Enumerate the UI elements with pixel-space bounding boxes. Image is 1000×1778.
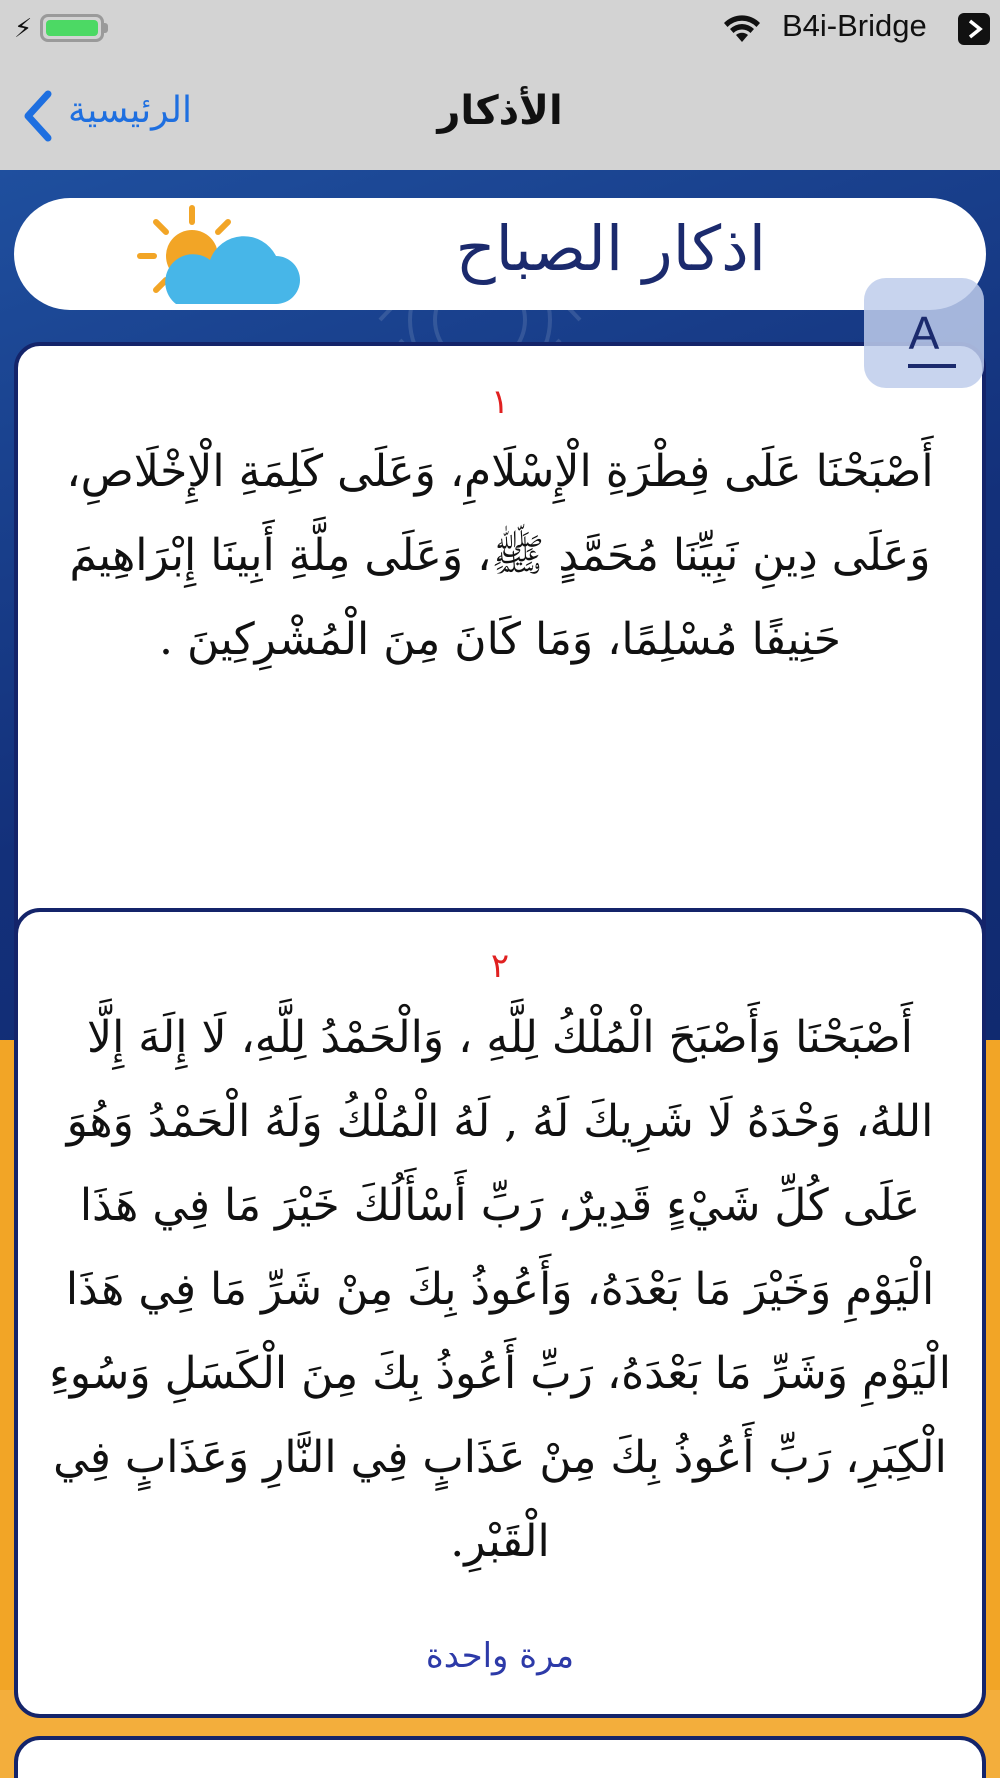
wifi-icon xyxy=(722,12,762,46)
font-size-underline xyxy=(908,364,956,368)
font-size-icon: A xyxy=(908,307,940,359)
charging-bolt-icon: ⚡ xyxy=(14,14,33,44)
battery-icon xyxy=(40,14,104,42)
battery-tip xyxy=(104,23,108,33)
carrier-label: B4i-Bridge xyxy=(782,8,927,43)
sun-cloud-icon xyxy=(126,200,306,310)
dhikr-card xyxy=(14,908,986,1718)
dhikr-card xyxy=(14,1736,986,1778)
back-button-label: الرئيسية xyxy=(68,90,192,131)
dhikr-number: ٢ xyxy=(490,946,510,986)
dhikr-text: أَصْبَحْنَا عَلَى فِطْرَةِ الْإِسْلَامِ، وَعَلَى كَلِمَةِ الْإِخْلَاصِ، وَعَلَى دِينِ نَبِيِّنَا مُحَمَّدٍ ﷺ، وَعَلَى مِلَّةِ أَبِينَا إِبْرَاهِيمَ حَنِيفًا مُسْلِمًا، وَمَا كَانَ مِنَ الْمُشْرِكِينَ . xyxy=(66,446,934,665)
dhikr-text: أَصْبَحْنَا وَأَصْبَحَ الْمُلْكُ لِلَّهِ ، وَالْحَمْدُ لِلَّهِ، لَا إِلَهَ إِلَّا اللهُ، وَحْدَهُ لَا شَرِيكَ لَهُ , لَهُ الْمُلْكُ وَلَهُ الْحَمْدُ وَهُوَ عَلَى كُلِّ شَيْءٍ قَدِيرٌ، رَبِّ أَسْأَلُكَ خَيْرَ مَا فِي هَذَا الْيَوْمِ وَخَيْرَ مَا بَعْدَهُ، وَأَعُوذُ بِكَ مِنْ شَرِّ مَا فِي هَذَا الْيَوْمِ وَشَرِّ مَا بَعْدَهُ، رَبِّ أَعُوذُ بِكَ مِنَ الْكَسَلِ وَسُوءِ الْكِبَرِ، رَبِّ أَعُوذُ بِكَ مِنْ عَذَابٍ فِي النَّارِ وَعَذَابٍ فِي الْقَبْرِ. xyxy=(49,1012,951,1567)
status-bar xyxy=(0,0,1000,58)
navigation-bar xyxy=(0,58,1000,170)
content-area xyxy=(0,170,1000,1778)
font-size-button[interactable] xyxy=(864,278,984,388)
section-title: اذكار الصباح xyxy=(455,212,766,285)
section-header xyxy=(14,198,986,310)
play-arrow-icon xyxy=(958,13,990,45)
battery-fill xyxy=(46,20,98,36)
page-title: الأذكار xyxy=(437,88,563,134)
dhikr-repeat-count: مرة واحدة xyxy=(425,1636,575,1676)
dhikr-number: ١ xyxy=(490,382,510,422)
